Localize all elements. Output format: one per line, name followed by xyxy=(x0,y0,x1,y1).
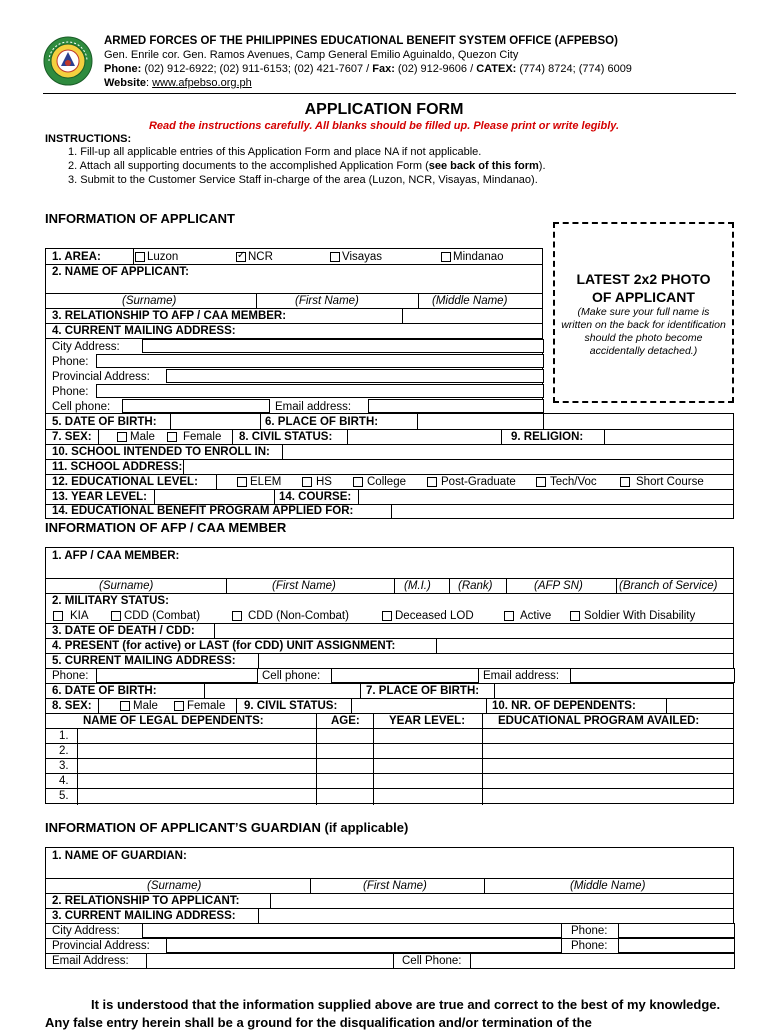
instruction-item xyxy=(68,160,546,172)
fax-label: Fax: xyxy=(372,63,395,75)
certification-statement: It is understood that the information supplied above are true and correct to the best of my knowledge. Any false entry herein shall be a ground for the disqualification and/or termination of the xyxy=(45,997,721,1030)
divider xyxy=(351,698,352,713)
divider xyxy=(226,578,227,593)
guardian-relationship-label: 2. RELATIONSHIP TO APPLICANT: xyxy=(52,895,240,907)
name-part-caption: (Surname) xyxy=(99,580,154,592)
name-part-caption: (M.I.) xyxy=(404,580,431,592)
divider xyxy=(449,578,450,593)
area-option-label: Visayas xyxy=(342,251,383,263)
dep-row-number: 3. xyxy=(59,760,69,772)
provincial-address-label: Provincial Address: xyxy=(52,371,150,383)
status-cdd-noncombat-checkbox[interactable] xyxy=(232,611,242,621)
provincial-address-input[interactable] xyxy=(166,369,544,383)
dob-label: 5. DATE OF BIRTH: xyxy=(52,416,157,428)
divider xyxy=(77,728,78,805)
member-sex-label: 8. SEX: xyxy=(52,700,92,712)
member-cell-label: Cell phone: xyxy=(262,670,321,682)
dep-header-program: EDUCATIONAL PROGRAM AVAILED: xyxy=(498,715,700,727)
status-option-label: Active xyxy=(520,610,552,622)
cell-phone-label: Cell phone: xyxy=(52,401,111,413)
edu-option-label: HS xyxy=(316,476,332,488)
catex-label: CATEX: xyxy=(476,63,517,75)
row-line xyxy=(46,758,733,759)
dep-header-name: NAME OF LEGAL DEPENDENTS: xyxy=(83,715,264,727)
sex-label: 7. SEX: xyxy=(52,431,92,443)
guardian-cell-label: Cell Phone: xyxy=(402,955,462,967)
area-luzon-checkbox[interactable] xyxy=(135,252,145,262)
row-line xyxy=(46,489,733,490)
member-table xyxy=(45,547,734,804)
divider xyxy=(316,713,317,805)
status-option-label: Soldier With Disability xyxy=(584,610,696,622)
divider xyxy=(484,878,485,893)
member-cell-input[interactable] xyxy=(331,668,479,683)
divider xyxy=(258,653,259,668)
status-option-label: CDD (Non-Combat) xyxy=(248,610,349,622)
divider xyxy=(417,414,418,429)
status-deceased-lod-checkbox[interactable] xyxy=(382,611,392,621)
applicant-table-top xyxy=(45,248,543,414)
course-label: 14. COURSE: xyxy=(279,491,352,503)
divider xyxy=(543,414,544,429)
member-label: 1. AFP / CAA MEMBER: xyxy=(52,550,180,562)
death-date-label: 3. DATE OF DEATH / CDD: xyxy=(52,625,195,637)
divider xyxy=(274,489,275,504)
area-ncr-checkbox[interactable] xyxy=(236,252,246,262)
member-male-checkbox[interactable] xyxy=(120,701,130,711)
edu-option-label: Short Course xyxy=(636,476,704,488)
pob-label: 6. PLACE OF BIRTH: xyxy=(265,416,379,428)
mailing-address-label: 4. CURRENT MAILING ADDRESS: xyxy=(52,325,236,337)
guardian-email-label: Email Address: xyxy=(52,955,129,967)
applicant-section-title: INFORMATION OF APPLICANT xyxy=(45,211,235,226)
divider xyxy=(183,459,184,474)
afpebso-seal-logo xyxy=(43,36,93,86)
city-address-input[interactable] xyxy=(142,339,544,353)
edu-level-label: 12. EDUCATIONAL LEVEL: xyxy=(52,476,198,488)
sex-option-label: Male xyxy=(130,431,155,443)
fax-number: (02) 912-9606 / xyxy=(394,63,477,75)
guardian-city-input[interactable] xyxy=(142,923,562,938)
area-visayas-checkbox[interactable] xyxy=(330,252,340,262)
name-part-caption: (Surname) xyxy=(122,295,177,307)
divider xyxy=(482,713,483,805)
email-label: Email address: xyxy=(275,401,352,413)
guardian-mailing-label: 3. CURRENT MAILING ADDRESS: xyxy=(52,910,236,922)
status-option-label: CDD (Combat) xyxy=(124,610,201,622)
guardian-section-title: INFORMATION OF APPLICANT’S GUARDIAN (if applicable) xyxy=(45,820,409,835)
edu-hs-checkbox[interactable] xyxy=(302,477,312,487)
applicant-table-bottom xyxy=(45,413,734,519)
divider xyxy=(436,638,437,653)
instructions-heading: INSTRUCTIONS: xyxy=(45,133,132,145)
military-status-label: 2. MILITARY STATUS: xyxy=(52,595,169,607)
divider xyxy=(494,683,495,698)
guardian-phone-input[interactable] xyxy=(618,923,735,938)
guardian-phone-label: Phone: xyxy=(571,940,608,952)
guardian-email-input[interactable] xyxy=(146,953,394,969)
name-part-caption: (First Name) xyxy=(363,880,427,892)
dependents-count-label: 10. NR. OF DEPENDENTS: xyxy=(492,700,636,712)
area-mindanao-checkbox[interactable] xyxy=(441,252,451,262)
divider xyxy=(501,429,502,444)
edu-option-label: ELEM xyxy=(250,476,282,488)
edu-option-label: Post-Graduate xyxy=(441,476,516,488)
applicant-name-label: 2. NAME OF APPLICANT: xyxy=(52,266,189,278)
member-email-input[interactable] xyxy=(570,668,735,683)
edu-postgrad-checkbox[interactable] xyxy=(427,477,437,487)
catex-numbers: (774) 8724; (774) 6009 xyxy=(516,63,632,75)
dep-header-age: AGE: xyxy=(331,715,360,727)
photo-box[interactable] xyxy=(553,222,734,403)
dep-row-number: 1. xyxy=(59,730,69,742)
divider xyxy=(204,683,205,698)
divider xyxy=(402,308,403,323)
name-part-caption: (First Name) xyxy=(295,295,359,307)
divider xyxy=(133,249,134,264)
divider xyxy=(260,414,261,429)
edu-techvoc-checkbox[interactable] xyxy=(536,477,546,487)
divider xyxy=(418,293,419,308)
name-part-caption: (AFP SN) xyxy=(534,580,583,592)
city-address-label: City Address: xyxy=(52,341,120,353)
divider xyxy=(347,429,348,444)
area-label: 1. AREA: xyxy=(52,251,101,263)
edu-college-checkbox[interactable] xyxy=(353,477,363,487)
divider xyxy=(486,698,487,713)
cell-phone-input[interactable] xyxy=(122,399,270,413)
name-part-caption: (Middle Name) xyxy=(570,880,646,892)
divider xyxy=(282,444,283,459)
guardian-city-label: City Address: xyxy=(52,925,120,937)
instruction-item: 1. Fill-up all applicable entries of this Application Form and place NA if not applicable. xyxy=(68,146,482,158)
member-section-title: INFORMATION OF AFP / CAA MEMBER xyxy=(45,520,287,535)
sex-option-label: Male xyxy=(133,700,158,712)
guardian-provincial-input[interactable] xyxy=(166,938,562,953)
civil-status-label: 8. CIVIL STATUS: xyxy=(239,431,333,443)
instruction-text: 2. Attach all supporting documents to the accomplished Application Form ( xyxy=(68,160,429,172)
phone-label: Phone: xyxy=(52,356,89,368)
email-input[interactable] xyxy=(368,399,544,413)
school-address-label: 11. SCHOOL ADDRESS: xyxy=(52,461,183,473)
divider xyxy=(170,414,171,429)
edu-short-course-checkbox[interactable] xyxy=(620,477,630,487)
divider xyxy=(270,893,271,908)
dep-row-number: 5. xyxy=(59,790,69,802)
guardian-name-label: 1. NAME OF GUARDIAN: xyxy=(52,850,187,862)
photo-title-line2: OF APPLICANT xyxy=(592,289,695,305)
sex-male-checkbox[interactable] xyxy=(117,432,127,442)
area-option-label: NCR xyxy=(248,251,273,263)
member-female-checkbox[interactable] xyxy=(174,701,184,711)
status-kia-checkbox[interactable] xyxy=(53,611,63,621)
website-sep: : xyxy=(145,77,153,89)
member-email-label: Email address: xyxy=(483,670,560,682)
guardian-table xyxy=(45,847,734,969)
area-option-label: Mindanao xyxy=(453,251,504,263)
divider xyxy=(616,578,617,593)
name-part-caption: (Surname) xyxy=(147,880,202,892)
website-label: Website xyxy=(104,77,146,89)
divider xyxy=(232,429,233,444)
website-line xyxy=(104,76,754,90)
divider xyxy=(666,698,667,713)
relationship-label: 3. RELATIONSHIP TO AFP / CAA MEMBER: xyxy=(52,310,287,322)
header-block xyxy=(104,34,754,90)
form-subtitle: Read the instructions carefully. All blanks should be filled up. Please print or write legibly. xyxy=(148,120,620,132)
sex-female-checkbox[interactable] xyxy=(167,432,177,442)
divider xyxy=(373,713,374,805)
row-line xyxy=(46,788,733,789)
organization-address: Gen. Enrile cor. Gen. Ramos Avenues, Camp General Emilio Aguinaldo, Quezon City xyxy=(104,49,519,61)
divider xyxy=(154,489,155,504)
sex-option-label: Female xyxy=(187,700,226,712)
divider xyxy=(214,623,215,638)
divider xyxy=(98,429,99,444)
instruction-end: ). xyxy=(538,160,546,172)
header-divider xyxy=(43,93,736,94)
status-option-label: Deceased LOD xyxy=(395,610,474,622)
year-level-label: 13. YEAR LEVEL: xyxy=(52,491,148,503)
status-cdd-combat-checkbox[interactable] xyxy=(111,611,121,621)
status-disability-checkbox[interactable] xyxy=(570,611,580,621)
name-part-caption: (Rank) xyxy=(458,580,493,592)
dep-row-number: 2. xyxy=(59,745,69,757)
edu-option-label: Tech/Voc xyxy=(550,476,597,488)
sex-option-label: Female xyxy=(183,431,222,443)
member-mailing-label: 5. CURRENT MAILING ADDRESS: xyxy=(52,655,236,667)
contact-line xyxy=(104,62,754,76)
name-part-caption: (Branch of Service) xyxy=(619,580,718,592)
status-option-label: KIA xyxy=(70,610,89,622)
city-phone-input[interactable] xyxy=(96,354,544,368)
unit-assignment-label: 4. PRESENT (for active) or LAST (for CDD) UNIT ASSIGNMENT: xyxy=(52,640,396,652)
phone-label: Phone: xyxy=(52,386,89,398)
member-civil-label: 9. CIVIL STATUS: xyxy=(244,700,338,712)
member-phone-label: Phone: xyxy=(52,670,89,682)
row-line xyxy=(46,743,733,744)
divider xyxy=(216,474,217,489)
photo-title-line1: LATEST 2x2 PHOTO xyxy=(576,271,711,287)
area-option-label: Luzon xyxy=(147,251,179,263)
member-phone-input[interactable] xyxy=(96,668,258,683)
guardian-phone-label: Phone: xyxy=(571,925,608,937)
edu-option-label: College xyxy=(367,476,406,488)
organization-name: ARMED FORCES OF THE PHILIPPINES EDUCATIONAL BENEFIT SYSTEM OFFICE (AFPEBSO) xyxy=(104,35,618,47)
divider xyxy=(258,908,259,923)
status-active-checkbox[interactable] xyxy=(504,611,514,621)
name-part-caption: (Middle Name) xyxy=(432,295,508,307)
divider xyxy=(360,683,361,698)
website-link[interactable]: www.afpebso.org.ph xyxy=(152,77,252,89)
religion-label: 9. RELIGION: xyxy=(511,431,584,443)
member-dob-label: 6. DATE OF BIRTH: xyxy=(52,685,157,697)
row-line xyxy=(46,728,733,729)
photo-note: (Make sure your full name is written on the back for identification should the photo become accidentally detached.) xyxy=(561,306,726,357)
divider xyxy=(604,429,605,444)
row-line xyxy=(46,773,733,774)
divider xyxy=(98,698,99,713)
instruction-item: 3. Submit to the Customer Service Staff in-charge of the area (Luzon, NCR, Visayas, Mindanao). xyxy=(68,174,538,186)
divider xyxy=(394,578,395,593)
form-title: APPLICATION FORM xyxy=(304,101,464,118)
divider xyxy=(310,878,311,893)
phone-numbers: (02) 912-6922; (02) 911-6153; (02) 421-7607 / xyxy=(141,63,373,75)
dep-header-year: YEAR LEVEL: xyxy=(389,715,466,727)
provincial-phone-input[interactable] xyxy=(96,384,544,398)
school-label: 10. SCHOOL INTENDED TO ENROLL IN: xyxy=(52,446,270,458)
program-label: 14. EDUCATIONAL BENEFIT PROGRAM APPLIED FOR: xyxy=(52,505,354,517)
divider xyxy=(256,293,257,308)
divider xyxy=(236,698,237,713)
name-part-caption: (First Name) xyxy=(272,580,336,592)
instruction-bold: see back of this form xyxy=(428,160,539,172)
dep-row-number: 4. xyxy=(59,775,69,787)
guardian-cell-input[interactable] xyxy=(470,953,735,969)
edu-elem-checkbox[interactable] xyxy=(237,477,247,487)
phone-label: Phone: xyxy=(104,63,142,75)
divider xyxy=(391,504,392,519)
member-pob-label: 7. PLACE OF BIRTH: xyxy=(366,685,480,697)
divider xyxy=(358,489,359,504)
divider xyxy=(506,578,507,593)
guardian-provincial-label: Provincial Address: xyxy=(52,940,150,952)
guardian-phone2-input[interactable] xyxy=(618,938,735,953)
